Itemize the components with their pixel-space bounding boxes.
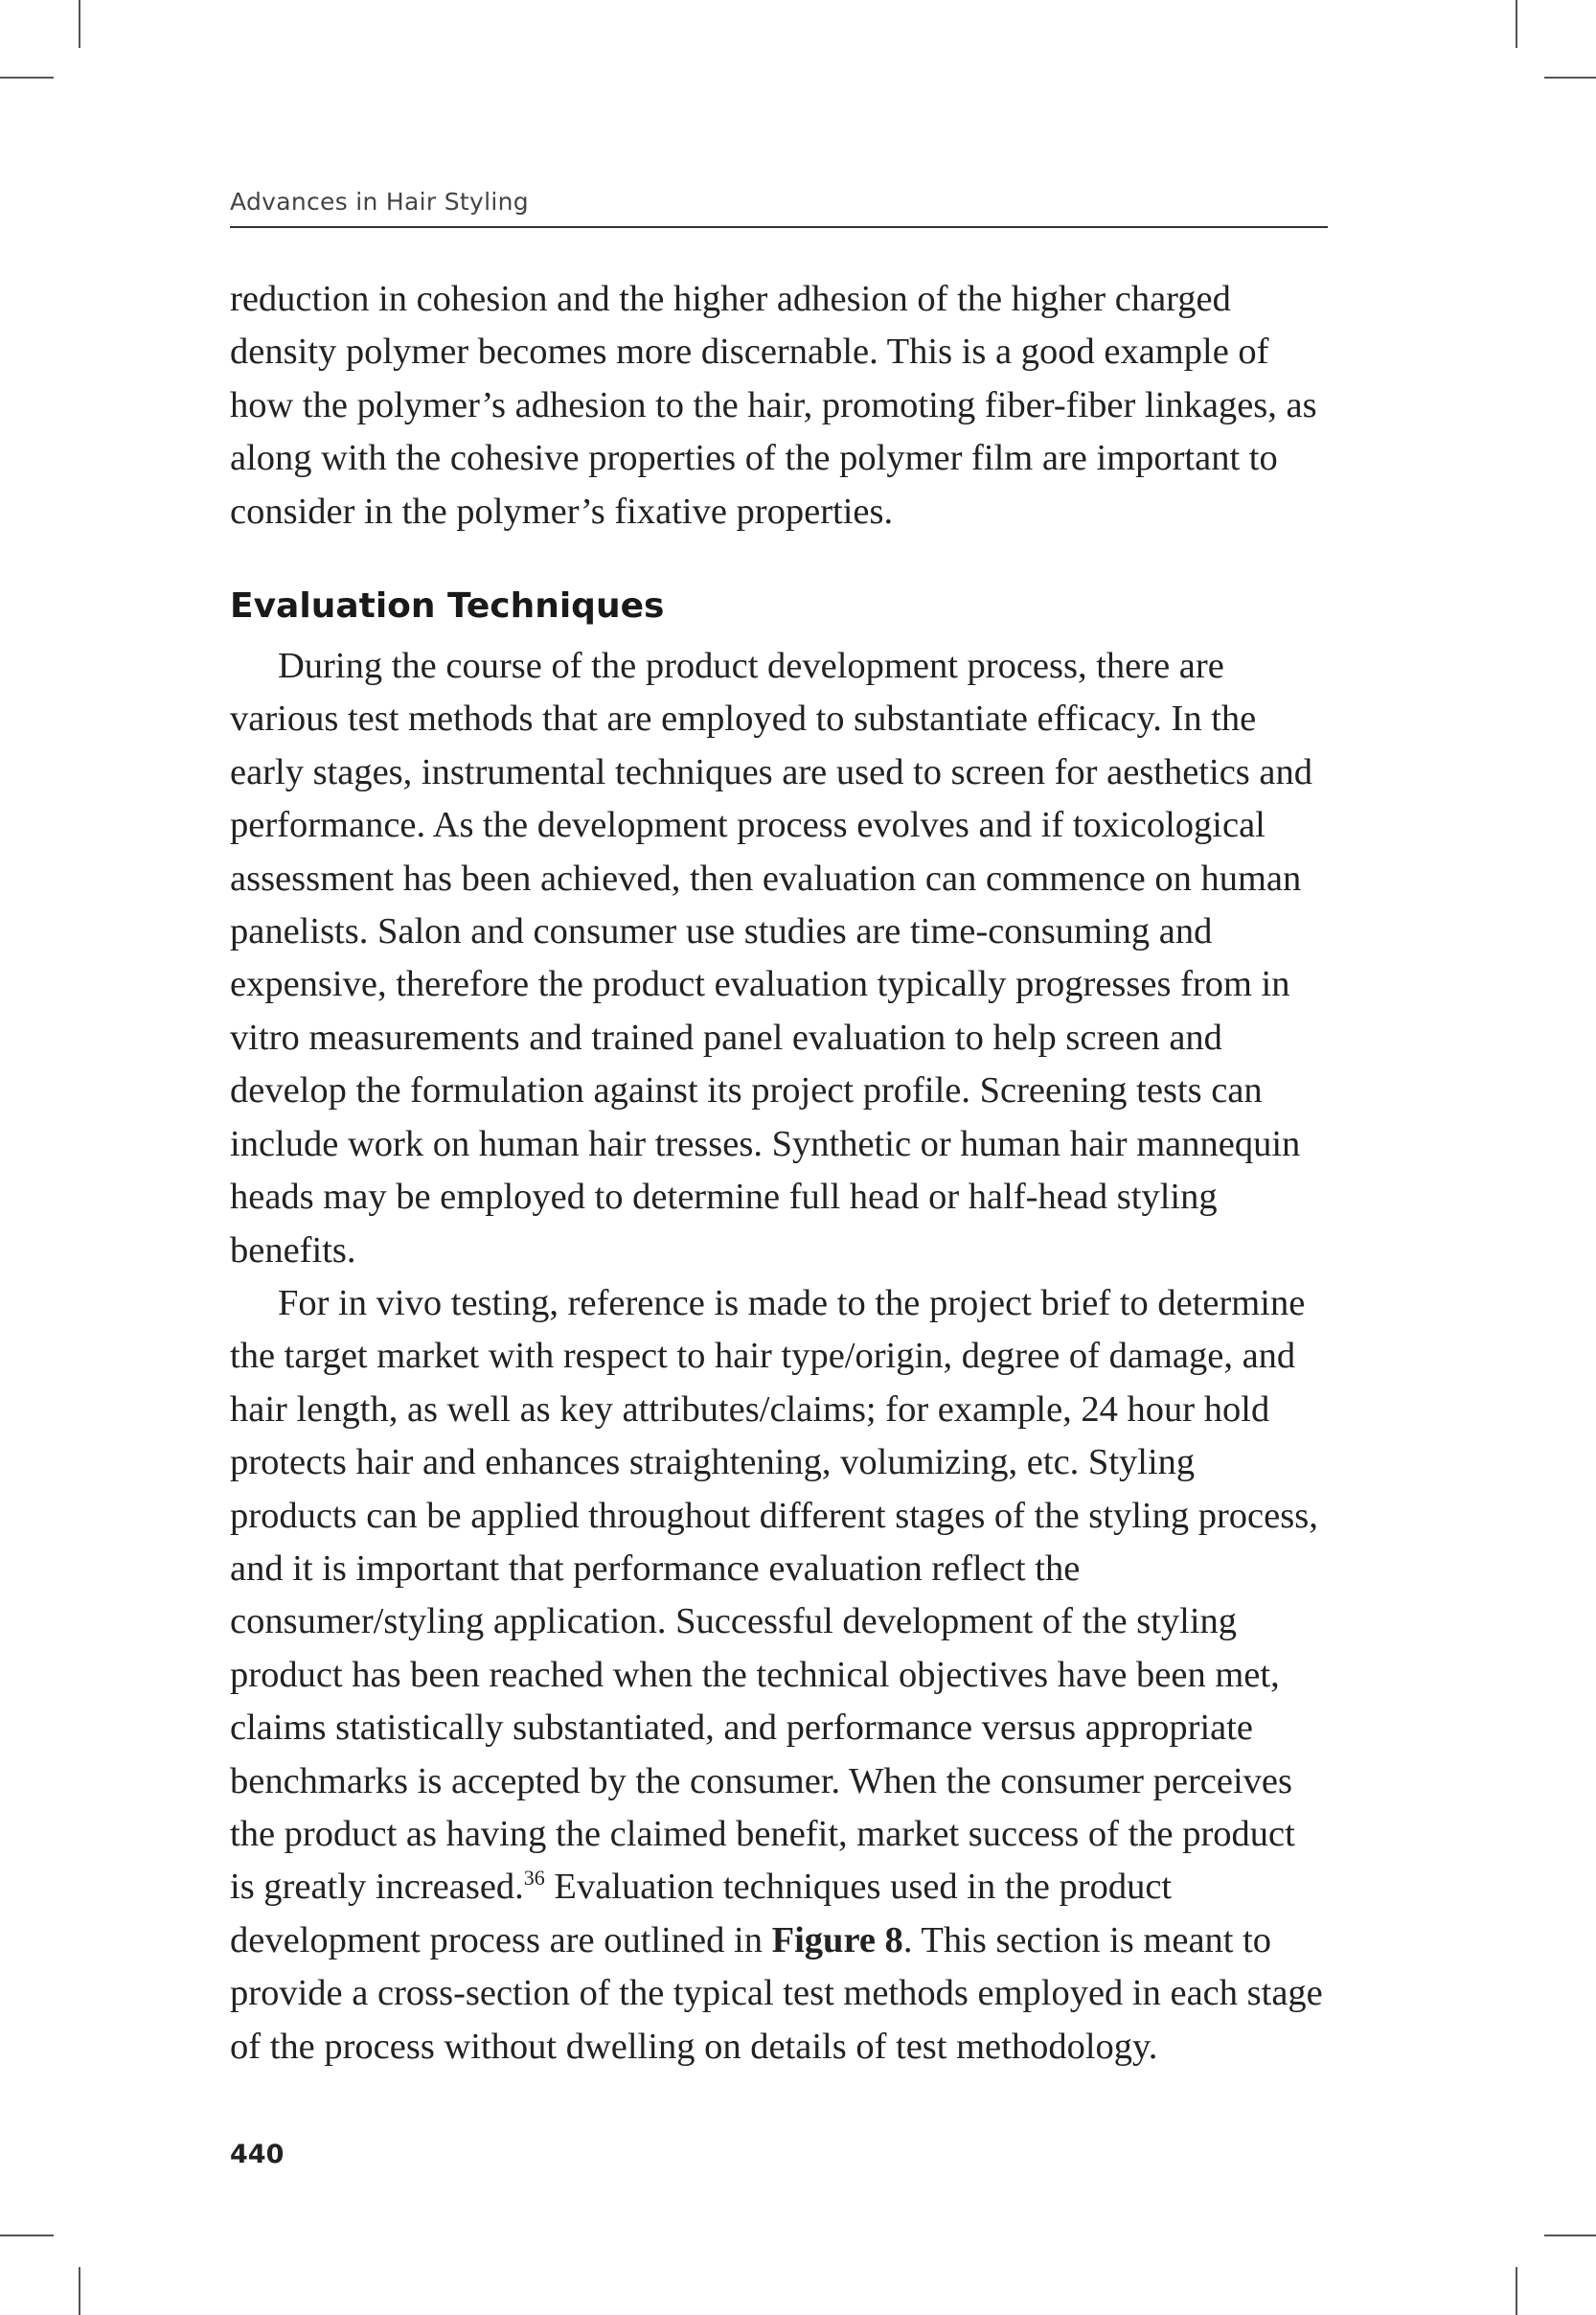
crop-mark: [1516, 0, 1517, 48]
citation-superscript: 36: [523, 1866, 545, 1891]
figure-reference: Figure 8: [771, 1919, 903, 1960]
body-paragraph: [230, 1277, 1328, 2074]
paragraph-text: . This section is meant to provide a cross-section of the typical test methods employed in each stage of the process without dwelling on details of test methodology.: [230, 1919, 1323, 2067]
crop-mark: [1516, 2267, 1517, 2315]
crop-mark: [79, 0, 80, 48]
running-header: Advances in Hair Styling: [230, 188, 529, 216]
body-paragraph: reduction in cohesion and the higher adhesion of the higher charged density polymer becomes more discernable. This is a good example of how the polymer’s adhesion to the hair, promoting fiber-fiber linkages, as along with the cohesive properties of the polymer film are important to consider in the polymer’s fixative properties.: [230, 279, 1317, 532]
page-number: 440: [230, 2140, 285, 2169]
crop-mark: [0, 2235, 54, 2236]
crop-mark: [1544, 2235, 1596, 2236]
paragraph-text: For in vivo testing, reference is made to the project brief to determine the target market with respect to hair type/origin, degree of damage, and hair length, as well as key attributes/claims; for example, 24 hour hold protects hair and enhances straightening, volumizing, etc. Styling products can be applied throughout different stages of the styling process, and it is important that performance evaluation reflect the consumer/styling application. Successful development of the styling product has been reached when the technical objectives have been met, claims statistically substantiated, and performance versus appropriate benchmarks is accepted by the consumer. When the consumer perceives the product as having the claimed benefit, market success of the product is greatly increased.: [230, 1282, 1318, 1908]
body-paragraph: During the course of the product development process, there are various test methods that are employed to substantiate efficacy. In the early stages, instrumental techniques are used to screen for aesthetics and performance. As the development process evolves and if toxicological assessment has been achieved, then evaluation can commence on human panelists. Salon and consumer use studies are time-consuming and expensive, therefore the product evaluation typically progresses from in vitro measurements and trained panel evaluation to help screen and develop the formulation against its project profile. Screening tests can include work on human hair tresses. Synthetic or human hair mannequin heads may be employed to determine full head or half-head styling benefits.: [230, 646, 1312, 1271]
crop-mark: [79, 2267, 80, 2315]
paragraph-text: Evaluation techniques used in the product development process are outlined in: [230, 1867, 1173, 1960]
section-heading: Evaluation Techniques: [230, 586, 665, 627]
header-rule: [230, 226, 1328, 228]
crop-mark: [0, 77, 54, 79]
crop-mark: [1544, 77, 1596, 79]
page-body: [230, 273, 1328, 2074]
